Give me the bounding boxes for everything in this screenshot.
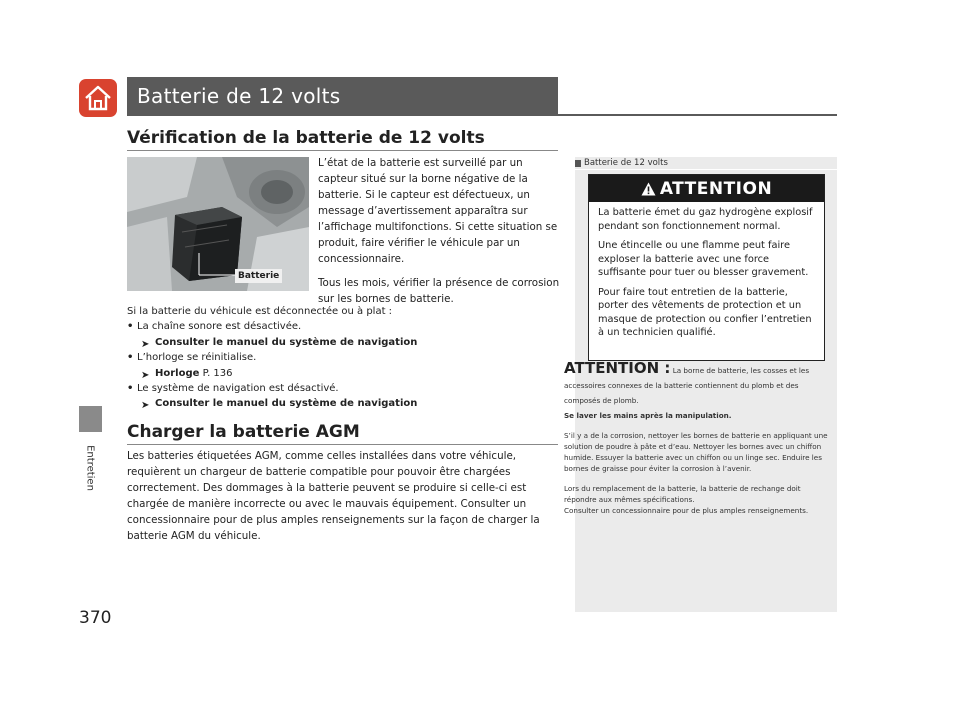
header-rule [127, 114, 837, 116]
cross-reference-link[interactable]: ➤ Consulter le manuel du système de navigation [127, 335, 567, 350]
reference-arrow-icon: ➤ [141, 338, 150, 350]
cross-reference-link[interactable]: ➤ Horloge P. 136 [127, 366, 567, 381]
list-intro: Si la batterie du véhicule est déconnectée ou à plat : [127, 306, 393, 317]
chapter-tab-label: Entretien [84, 445, 96, 491]
list-item: • L’horloge se réinitialise. [127, 350, 567, 365]
warning-title: ATTENTION [589, 175, 824, 202]
caution-paragraph: Lors du remplacement de la batterie, la batterie de rechange doit répondre aux mêmes spécifications. Consulter un concessionnaire pour de plus amples renseignements. [564, 484, 809, 515]
section-heading-agm-charge: Charger la batterie AGM [127, 422, 360, 442]
home-button[interactable] [79, 79, 117, 117]
cross-reference-link[interactable]: ➤ Consulter le manuel du système de navigation [127, 396, 567, 411]
chapter-header [127, 77, 558, 115]
warning-triangle-icon [641, 182, 656, 196]
warning-paragraph: Une étincelle ou une flamme peut faire exploser la batterie avec une force suffisante pour tuer ou blesser gravement. [598, 240, 809, 278]
caution-note [564, 361, 834, 525]
caution-wash-hands: Se laver les mains après la manipulation. [564, 411, 732, 420]
sidebar-marker-icon [575, 160, 581, 167]
paragraph: L’état de la batterie est surveillé par un capteur situé sur la borne négative de la batterie. Si le capteur est défectueux, un message d’avertissement apparaîtra sur l’affichage multifonctions. Si cette situation se produit, faire vérifier le véhicule par un concessionnaire. [318, 157, 558, 265]
reference-arrow-icon: ➤ [141, 400, 150, 412]
battery-callout-label: Batterie [235, 269, 282, 283]
warning-paragraph: La batterie émet du gaz hydrogène explosif pendant son fonctionnement normal. [598, 207, 813, 232]
caution-label: ATTENTION : [564, 359, 671, 377]
warning-box [588, 174, 825, 361]
page-title: Batterie de 12 volts [137, 84, 341, 108]
list-item: • Le système de navigation est désactivé. [127, 381, 567, 396]
section-heading-battery-check: Vérification de la batterie de 12 volts [127, 128, 485, 148]
section-rule [127, 444, 558, 445]
agm-charge-text [127, 448, 567, 552]
home-icon [83, 83, 113, 113]
battery-check-text [318, 155, 560, 315]
caution-paragraph: S’il y a de la corrosion, nettoyer les bornes de batterie en appliquant une solution de poudre à pâte et d’eau. Nettoyer les bornes avec un chiffon humide. Essuyer la batterie avec un chiffon ou un linge sec. Enduire les bornes de graisse pour éviter la corrosion à l’avenir. [564, 431, 828, 473]
caution-lead: La borne de batterie, les cosses et les accessoires connexes de la batterie contiennent du plomb et des composés de plomb. [564, 366, 810, 405]
paragraph: Tous les mois, vérifier la présence de corrosion sur les bornes de batterie. [318, 277, 560, 305]
section-rule [127, 150, 558, 151]
list-item: • La chaîne sonore est désactivée. [127, 319, 567, 334]
battery-photo [127, 157, 309, 291]
paragraph: Les batteries étiquetées AGM, comme celles installées dans votre véhicule, requièrent un chargeur de batterie compatible pour pouvoir être chargées correctement. Des dommages à la batterie peuvent se produire si celle-ci est chargée de manière incorrecte ou avec le mauvais équipement. Consulter un concessionnaire pour de plus amples renseignements sur la façon de charger la batterie AGM du véhicule. [127, 450, 540, 542]
warning-body [598, 206, 818, 346]
sidebar-heading: Batterie de 12 volts [575, 157, 837, 170]
disconnect-list [127, 304, 567, 412]
page-number: 370 [79, 608, 112, 628]
warning-paragraph: Pour faire tout entretien de la batterie, porter des vêtements de protection et un masque de protection ou confier l’entretien à un technicien qualifié. [598, 286, 812, 338]
reference-arrow-icon: ➤ [141, 369, 150, 381]
chapter-tab[interactable] [79, 406, 102, 432]
